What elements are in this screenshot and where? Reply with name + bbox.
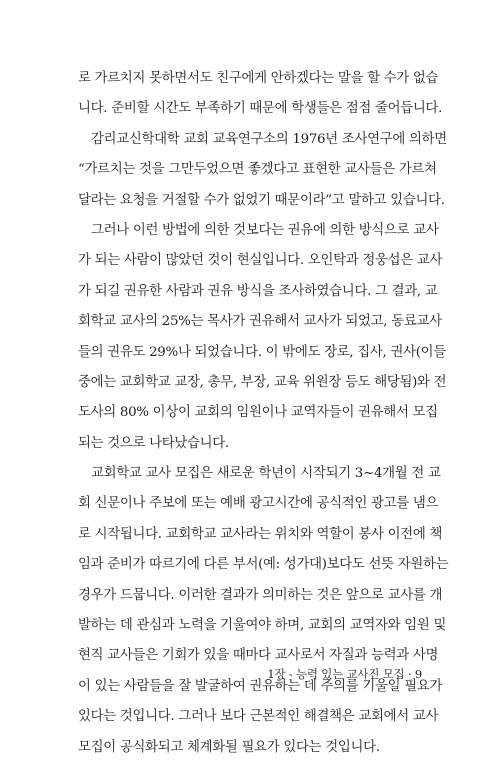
text-line: “가르치는 것을 그만두었으면 좋겠다고 표현한 교사들은 가르쳐 — [78, 162, 437, 178]
text-line: 가 되길 권유한 사람과 권유 방식을 조사하였습니다. 그 결과, 교 — [78, 283, 438, 299]
text-line: 들의 권유도 29%나 되었습니다. 이 밖에도 장로, 집사, 권사(이들 — [78, 344, 446, 360]
paragraph — [78, 64, 443, 125]
running-footer: 1장 - 능력 있는 교사진 모집 · 9 — [267, 667, 422, 681]
text-line: 달라는 요청을 거절할 수가 없었기 때문이라”고 말하고 있습니다. — [78, 192, 445, 208]
paragraph — [78, 125, 447, 216]
text-line: 이 있는 사람들을 잘 발굴하여 권유하는 데 주의를 기울일 필요가 — [78, 678, 443, 694]
text-line: 도사의 80% 이상이 교회의 임원이나 교역자들이 권유해서 모집 — [78, 405, 438, 421]
text-line: 발하는 데 관심과 노력을 기울여야 하며, 교회의 교역자와 임원 및 — [78, 618, 447, 634]
text-line: 니다. 준비할 시간도 부족하기 때문에 학생들은 점점 줄어듭니다. — [78, 101, 443, 117]
text-line: 중에는 교회학교 교장, 총무, 부장, 교육 위원장 등도 해당됨)와 전 — [78, 374, 447, 390]
text-line: 감리교신학대학 교회 교육연구소의 1976년 조사연구에 의하면 — [91, 131, 447, 147]
text-line: 그러나 이런 방법에 의한 것보다는 권유에 의한 방식으로 교사 — [91, 222, 439, 238]
paragraph — [78, 216, 447, 459]
text-line: 있다는 것입니다. 그러나 보다 근본적인 해결책은 교회에서 교사 — [78, 709, 439, 725]
text-line: 모집이 공식화되고 체계화될 필요가 있다는 것입니다. — [78, 739, 380, 755]
body-text — [78, 64, 449, 763]
text-line: 되는 것으로 나타났습니다. — [78, 435, 229, 451]
text-line: 가 되는 사람이 많았던 것이 현실입니다. 오인탁과 정웅섭은 교사 — [78, 253, 443, 269]
text-line: 회학교 교사의 25%는 목사가 권유해서 교사가 되었고, 동료교사 — [78, 314, 442, 330]
text-line: 경우가 드뭅니다. 이러한 결과가 의미하는 것은 앞으로 교사를 개 — [78, 587, 443, 603]
text-line: 임과 준비가 따르기에 다른 부서(예: 성가대)보다도 선뜻 자원하는 — [78, 557, 449, 573]
text-line: 교회학교 교사 모집은 새로운 학년이 시작되기 3~4개월 전 교 — [91, 466, 441, 482]
text-line: 현직 교사들은 기회가 있을 때마다 교사로서 자질과 능력과 사명 — [78, 648, 439, 664]
paragraph — [78, 459, 449, 763]
text-line: 로 시작됩니다. 교회학교 교사라는 위치와 역할이 봉사 이전에 책 — [78, 526, 443, 542]
text-line: 로 가르치지 못하면서도 친구에게 안하겠다는 말을 할 수가 없습 — [78, 71, 439, 86]
text-line: 회 신문이나 주보에 또는 예배 광고시간에 공식적인 광고를 냄으 — [78, 496, 439, 512]
